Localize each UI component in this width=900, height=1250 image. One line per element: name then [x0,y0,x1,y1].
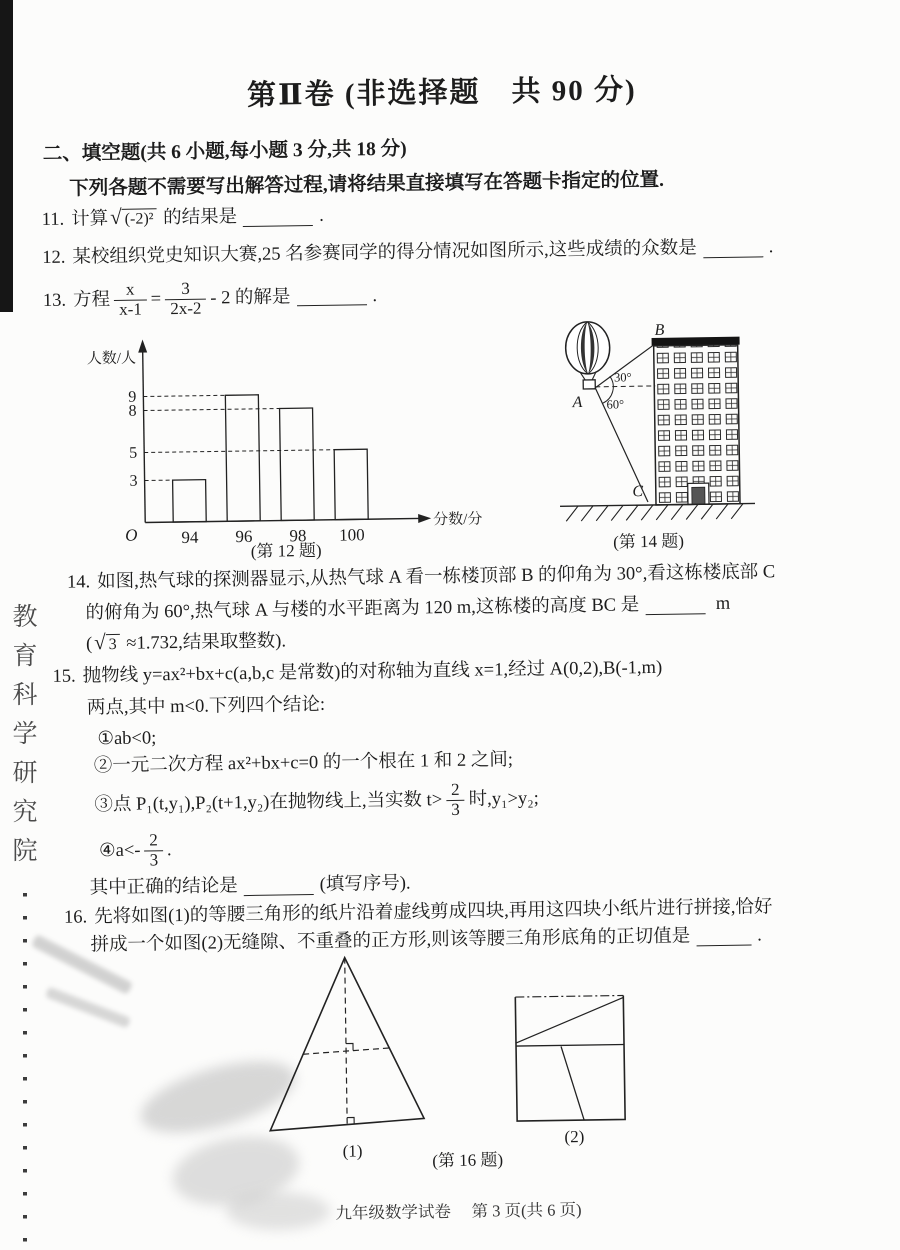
question-number: 15. [52,666,76,687]
question-11 [42,205,324,232]
question-15-conclusion [89,873,410,901]
answer-blank [696,927,751,946]
question-text: 其中正确的结论是 [89,876,238,899]
question-text: . [318,205,324,226]
question-15-item3 [94,780,539,825]
fraction [144,831,163,870]
question-text: (填写序号). [319,873,411,895]
denominator: 3 [451,799,460,819]
question-number: 13. [42,290,67,311]
question-text: 方程 [72,289,111,311]
triangle-altitude-dashed [345,958,347,1125]
question-15-item1 [97,727,156,751]
question-text: . [372,285,378,306]
bar [280,408,315,520]
question-text: = [150,288,162,310]
question-text: - 2 的解是 [210,286,291,309]
question-14-line2 [85,593,730,626]
question-14-line3 [86,630,286,656]
question-text: . [768,237,774,258]
question-text: 某校组织党史知识大赛,25 名参赛同学的得分情况如图所示,这些成绩的众数是 [72,238,697,268]
answer-blank [243,208,313,227]
answer-blank [645,596,705,615]
square-slanted-cut [561,1046,584,1120]
fraction [446,781,465,820]
y-axis-label: 人数/人 [86,350,137,368]
chart-caption: (第 12 题) [250,540,322,561]
y-tick-label: 5 [129,444,138,462]
fig16-label-1: (1) [342,1141,363,1161]
square-root [109,204,157,230]
question-text: 如图,热气球的探测器显示,从热气球 A 看一栋楼顶部 B 的仰角为 30°,看这栋楼底部 C [97,562,776,593]
building-door-inner [692,487,705,504]
question-15-item4 [99,831,172,870]
question-text: . [166,839,172,860]
question-text: 计算 [71,209,109,230]
square-root [93,630,120,655]
fraction [165,280,207,319]
answer-blank [703,239,763,258]
denominator: x-1 [119,299,143,319]
question-text: . [756,925,762,946]
radical-sign: √ [93,630,106,655]
question-text: 先将如图(1)的等腰三角形的纸片沿着虚线剪成四块,再用这四块小纸片进行拼接,恰好 [94,897,773,928]
bar [173,480,207,522]
question-text: ①ab<0; [97,728,157,750]
question-text: ③点 P₁(t,y₁),P₂(t+1,y₂)在抛物线上,当实数 t> [94,789,443,815]
question-number: 14. [66,572,91,593]
fig14-caption: (第 14 题) [613,531,685,552]
right-angle-mark [346,1043,353,1050]
balloon-basket [583,380,595,389]
question-15 [52,657,662,689]
y-tick-label: 3 [129,472,138,490]
x-axis-arrow [418,514,431,523]
category-label: 96 [235,526,253,547]
numerator: 2 [144,831,163,851]
question-text: 的俯角为 60°,热气球 A 与楼的水平距离为 120 m,这栋楼的高度 BC 是 [85,595,640,624]
question-text: 拼成一个如图(2)无缝隙、不重叠的正方形,则该等腰三角形底角的正切值是 [90,926,691,956]
point-label-a: A [572,394,583,412]
side-text: 教育科学研究院 [12,604,38,865]
angle-label-60: 60° [606,397,625,412]
point-label-c: C [632,483,644,501]
angle-label-30: 30° [614,370,632,385]
y-tick-label: 8 [128,402,137,420]
category-label: 98 [289,526,307,546]
origin-label: O [124,525,138,545]
x-axis-label: 分数/分 [433,511,483,529]
guide-line [144,450,334,453]
section-note [69,169,664,202]
denominator: 2x-2 [170,298,202,318]
numerator: x [114,280,147,300]
question-text: 两点,其中 m<0.下列四个结论: [86,694,326,719]
question-number: 16. [63,907,88,928]
question-13 [43,277,378,320]
numerator: 2 [446,781,465,801]
square [515,995,625,1121]
page-footer: 九年级数学试卷 第 3 页(共 6 页) [335,1200,582,1223]
square-top-dashed [515,995,623,997]
fig16-label-2: (2) [564,1127,585,1147]
page-title: 第Ⅱ卷 (非选择题 共 90 分) [246,74,637,112]
question-text: 的结果是 [158,207,238,229]
answer-blank [296,287,366,306]
ground-hatching [566,504,743,522]
numerator: 3 [165,280,206,300]
figure-q16-triangle-square [250,945,673,1166]
square-diagonal-cut [515,997,624,1043]
point-label-b: B [654,321,665,339]
y-tick-label: 9 [128,388,137,406]
question-15-item2 [94,749,513,778]
category-label: 94 [181,527,199,547]
fraction [114,280,147,319]
radicand: (-2)² [122,208,157,229]
question-text: ≈1.732,结果取整数). [121,631,287,654]
question-number: 12. [42,247,66,269]
square-horizontal-cut [516,1044,624,1046]
section-note-text: 下列各题不需要写出解答过程,请将结果直接填写在答题卡指定的位置. [69,169,665,200]
denominator: 3 [149,850,159,870]
balloon-envelope [565,322,610,375]
question-text: 抛物线 y=ax²+bx+c(a,b,c 是常数)的对称轴为直线 x=1,经过 A(0,2),B(-1,m) [82,657,663,687]
y-axis-arrow [138,339,147,352]
question-15-line2 [87,694,325,721]
question-text: ④a<- [98,840,141,861]
question-text: ②一元二次方程 ax²+bx+c=0 的一个根在 1 和 2 之间; [93,750,514,777]
figure-q14-balloon-building [547,307,811,561]
radicand: 3 [106,634,120,654]
question-text: 时,y₁>y₂; [468,788,539,810]
building [654,345,740,505]
question-text: ( [85,634,93,655]
section-header-text: 二、填空题(共 6 小题,每小题 3 分,共 18 分) [42,138,407,165]
category-label: 100 [339,525,365,545]
radical-sign: √ [109,204,122,230]
fig16-caption: (第 16 题) [432,1150,504,1171]
bar [334,449,368,519]
question-12 [42,236,773,270]
section-header [43,138,407,168]
y-axis [143,351,146,523]
bar-chart-q12 [80,330,483,571]
horizontal-dashed-line [595,386,655,387]
question-number: 11. [41,209,65,231]
answer-blank [244,877,314,896]
question-text: m [711,593,731,615]
bar [225,395,260,521]
guide-line [143,395,225,396]
